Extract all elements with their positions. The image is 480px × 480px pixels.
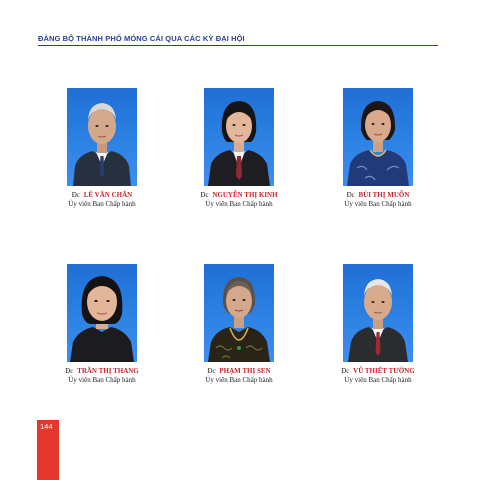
member-photo-3 [343, 88, 413, 186]
member-name-2: NGUYỄN THỊ KINH [212, 191, 278, 199]
member-prefix-4: Đc [65, 367, 74, 375]
member-photo-5 [204, 264, 274, 362]
member-photo-4 [67, 264, 137, 362]
member-name-line-1 [37, 191, 167, 200]
portrait-woman-icon [67, 264, 137, 362]
member-name-line-2 [174, 191, 304, 200]
member-role-6: Ủy viên Ban Chấp hành [344, 376, 412, 384]
member-prefix-2: Đc [200, 191, 209, 199]
member-photo-6 [343, 264, 413, 362]
member-name-line-5 [174, 367, 304, 376]
member-prefix-1: Đc [71, 191, 80, 199]
portrait-elderly-man-icon [67, 88, 137, 186]
member-name-1: LÊ VĂN CHẮN [83, 191, 133, 199]
portrait-woman-icon [343, 88, 413, 186]
member-card-4 [37, 264, 167, 385]
member-name-4: TRẦN THỊ THANG [77, 367, 139, 375]
portrait-elderly-man-icon [343, 264, 413, 362]
member-card-3 [313, 88, 443, 209]
member-prefix-3: Đc [346, 191, 355, 199]
member-card-6 [313, 264, 443, 385]
member-photo-2 [204, 88, 274, 186]
member-name-5: PHẠM THỊ SEN [219, 367, 271, 375]
header-title: ĐẢNG BỘ THÀNH PHỐ MÓNG CÁI QUA CÁC KỲ ĐẠI HỘI [38, 34, 245, 43]
page-number: 144 [40, 422, 53, 431]
member-card-2 [174, 88, 304, 209]
member-photo-1 [67, 88, 137, 186]
member-name-3: BÙI THỊ MUỖN [358, 191, 410, 199]
member-role-3: Ủy viên Ban Chấp hành [344, 200, 412, 208]
member-prefix-5: Đc [207, 367, 216, 375]
member-name-line-4 [37, 367, 167, 376]
member-prefix-6: Đc [341, 367, 350, 375]
member-card-1 [37, 88, 167, 209]
member-role-2: Ủy viên Ban Chấp hành [205, 200, 273, 208]
member-role-5: Ủy viên Ban Chấp hành [205, 376, 273, 384]
member-name-line-6 [313, 367, 443, 376]
member-card-5 [174, 264, 304, 385]
member-role-4: Ủy viên Ban Chấp hành [68, 376, 136, 384]
portrait-woman-icon [204, 88, 274, 186]
member-name-6: VŨ THIẾT TƯỜNG [353, 367, 415, 375]
page-number-tab [37, 420, 59, 480]
portrait-elderly-woman-icon [204, 264, 274, 362]
member-name-line-3 [313, 191, 443, 200]
page-header [38, 34, 438, 46]
member-role-1: Ủy viên Ban Chấp hành [68, 200, 136, 208]
